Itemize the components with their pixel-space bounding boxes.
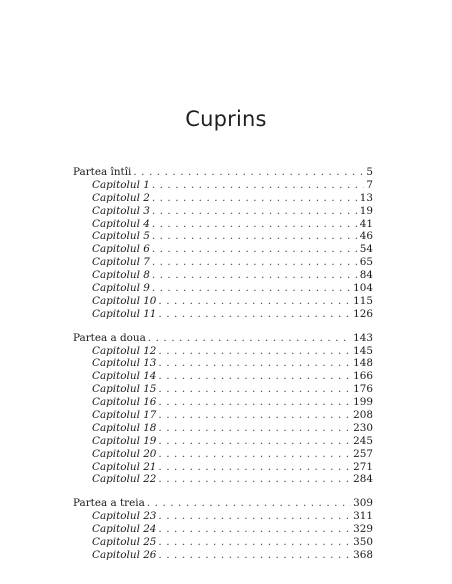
chapter-title: Capitolul 23 [92,510,157,523]
chapter-title: Capitolul 24 [92,523,157,536]
chapter-title: Capitolul 5 [92,230,150,243]
page-number: 230 [353,421,373,434]
toc-chapter-entry [73,461,373,474]
dot-leader [147,497,351,510]
dot-leader [152,256,358,269]
page-number: 350 [353,536,373,549]
toc-chapter-entry [73,536,373,549]
toc-chapter-entry [73,357,373,370]
dot-leader [152,205,358,218]
toc-chapter-entry [73,409,373,422]
dot-leader [148,332,351,345]
toc-chapter-entry [73,523,373,536]
chapter-title: Capitolul 11 [92,307,157,320]
dot-leader [158,409,351,422]
dot-leader [158,308,351,321]
dot-leader [158,461,351,474]
toc-chapter-entry [73,435,373,448]
toc-chapter-entry [73,192,373,205]
page-number: 104 [353,282,373,295]
toc-chapter-entry [73,473,373,486]
page-number: 41 [359,217,373,230]
page-number: 166 [353,370,373,383]
toc-chapter-entry [73,396,373,409]
chapter-title: Capitolul 7 [92,256,150,269]
dot-leader [133,166,364,179]
part-title: Partea a doua [73,331,146,344]
page-number: 145 [353,344,373,357]
dot-leader [152,282,351,295]
page-number: 284 [353,473,373,486]
chapter-title: Capitolul 16 [92,396,157,409]
chapter-title: Capitolul 8 [92,269,150,282]
toc-chapter-entry [73,295,373,308]
chapter-title: Capitolul 9 [92,282,150,295]
dot-leader [158,345,351,358]
chapter-title: Capitolul 18 [92,421,157,434]
dot-leader [158,295,351,308]
chapter-title: Capitolul 15 [92,383,157,396]
dot-leader [152,179,365,192]
section-spacer [73,486,373,497]
section-spacer [73,321,373,332]
dot-leader [158,370,351,383]
page-number: 208 [353,409,373,422]
toc-chapter-entry [73,422,373,435]
page-number: 329 [353,523,373,536]
toc-chapter-entry [73,308,373,321]
page-title: Cuprins [185,107,267,131]
dot-leader [152,192,358,205]
chapter-title: Capitolul 14 [92,370,157,383]
dot-leader [158,549,351,562]
dot-leader [158,396,351,409]
toc-chapter-entry [73,448,373,461]
dot-leader [158,536,351,549]
page-number: 368 [353,548,373,561]
page-number: 257 [353,447,373,460]
page-number: 311 [353,510,373,523]
page-number: 271 [353,460,373,473]
chapter-title: Capitolul 10 [92,294,157,307]
toc-chapter-entry [73,230,373,243]
toc-chapter-entry [73,256,373,269]
toc-part-entry [73,166,373,179]
page-number: 176 [353,383,373,396]
dot-leader [158,435,351,448]
page-number: 309 [353,497,373,510]
toc-chapter-entry [73,243,373,256]
dot-leader [152,269,358,282]
chapter-title: Capitolul 17 [92,409,157,422]
dot-leader [152,230,358,243]
chapter-title: Capitolul 21 [92,460,157,473]
chapter-title: Capitolul 6 [92,243,150,256]
chapter-title: Capitolul 20 [92,447,157,460]
chapter-title: Capitolul 1 [92,178,150,191]
page-number: 19 [359,204,373,217]
toc-part-entry [73,332,373,345]
toc-chapter-entry [73,282,373,295]
toc-chapter-entry [73,510,373,523]
dot-leader [158,523,351,536]
chapter-title: Capitolul 4 [92,217,150,230]
chapter-title: Capitolul 12 [92,344,157,357]
chapter-title: Capitolul 19 [92,434,157,447]
toc-part-entry [73,497,373,510]
toc-chapter-entry [73,370,373,383]
toc-chapter-entry [73,179,373,192]
page-number: 143 [353,331,373,344]
page-number: 54 [359,243,373,256]
page-number: 65 [359,256,373,269]
page-number: 84 [359,269,373,282]
dot-leader [152,218,358,231]
toc-chapter-entry [73,218,373,231]
page-number: 115 [353,294,373,307]
toc-chapter-entry [73,383,373,396]
dot-leader [158,448,351,461]
chapter-title: Capitolul 13 [92,357,157,370]
part-title: Partea a treia [73,497,145,510]
toc-chapter-entry [73,205,373,218]
part-title: Partea întîi [73,166,132,178]
chapter-title: Capitolul 26 [92,548,157,561]
page-number: 13 [359,191,373,204]
dot-leader [158,473,351,486]
page-number: 245 [353,434,373,447]
toc-chapter-entry [73,549,373,562]
page-number: 46 [359,230,373,243]
chapter-title: Capitolul 25 [92,536,157,549]
dot-leader [158,383,351,396]
page-number: 7 [366,178,373,191]
toc-chapter-entry [73,269,373,282]
chapter-title: Capitolul 2 [92,191,150,204]
dot-leader [152,243,358,256]
chapter-title: Capitolul 3 [92,204,150,217]
toc-chapter-entry [73,345,373,358]
dot-leader [158,510,351,523]
table-of-contents [73,166,373,562]
dot-leader [158,422,351,435]
chapter-title: Capitolul 22 [92,473,157,486]
dot-leader [158,357,351,370]
page-number: 199 [353,396,373,409]
page-number: 5 [366,166,373,178]
page-number: 148 [353,357,373,370]
page-number: 126 [353,307,373,320]
